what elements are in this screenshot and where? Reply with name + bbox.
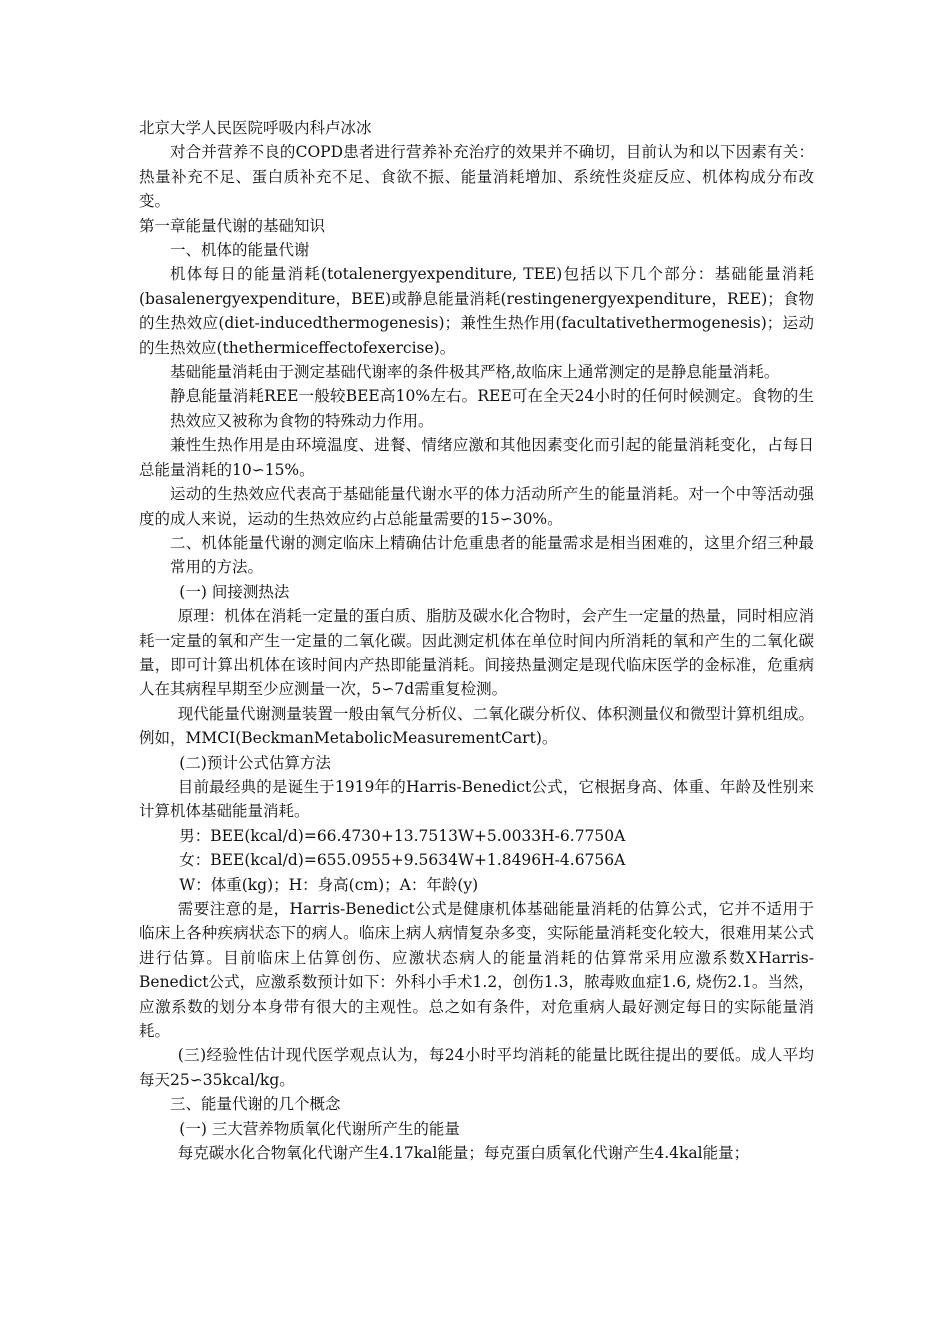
subsection1-paragraph-2: 现代能量代谢测量装置一般由氧气分析仪、二氧化碳分析仪、体积测量仪和微型计算机组成。例如，MMCI(BeckmanMetabolicMeasurementCart)。 bbox=[139, 704, 814, 748]
intro-paragraph: 对合并营养不良的COPD患者进行营养补充治疗的效果并不确切，目前认为和以下因素有关：热量补充不足、蛋白质补充不足、食欲不振、能量消耗增加、系统性炎症反应、机体构成分布改变。 bbox=[139, 143, 814, 211]
formula-female: 女：BEE(kcal/d)=655.0955+9.5634W+1.8496H-4.6756A bbox=[179, 851, 626, 870]
section1-paragraph-3: 静息能量消耗REE一般较BEE高10%左右。REE可在全天24小时的任何时候测定。食物的生热效应又被称为食物的特殊动力作用。 bbox=[170, 387, 814, 430]
section2-lead: 二、机体能量代谢的测定临床上精确估计危重患者的能量需求是相当困难的，这里介绍三种最常用的方法。 bbox=[170, 533, 814, 577]
section1-paragraph-4: 兼性生热作用是由环境温度、进餐、情绪应激和其他因素变化而引起的能量消耗变化，占每日总能量消耗的10∽15%。 bbox=[139, 436, 814, 479]
subsection2-title: (二)预计公式估算方法 bbox=[179, 753, 331, 772]
formula-variables: W：体重(kg)；H：身高(cm)；A：年龄(y) bbox=[179, 875, 479, 894]
subsection1-title: (一) 间接测热法 bbox=[179, 582, 290, 601]
subsection2-paragraph-2: 需要注意的是，Harris-Benedict公式是健康机体基础能量消耗的估算公式，它并不适用于临床上各种疾病状态下的病人。临床上病人病情复杂多变，实际能量消耗变化较大，很难用某公式进行估算。目前临床上估算创伤、应激状态病人的能量消耗的估算常采用应激系数ⅩHarris-Benedict公式，应激系数预计如下：外科小手术1.2，创伤1.3，脓毒败血症1.6, 烧伤2.1。当然，应激系数的划分本身带有很大的主观性。总之如有条件，对危重病人最好测定每日的实际能量消耗。 bbox=[139, 900, 814, 1041]
section3-title: 三、能量代谢的几个概念 bbox=[170, 1095, 341, 1114]
document-page bbox=[139, 116, 814, 1165]
formula-male: 男：BEE(kcal/d)=66.4730+13.7513W+5.0033H-6.7750A bbox=[179, 826, 626, 845]
section1-paragraph-1: 机体每日的能量消耗(totalenergyexpenditure, TEE)包括以下几个部分：基础能量消耗(basalenergyexpenditure，BEE)或静息能量消耗(restingenergyexpenditure，REE)；食物的生热效应(diet-inducedthermogenesis)；兼性生热作用(facultativethermogenesis)；运动的生热效应(thethermiceffectofexercise)。 bbox=[139, 265, 814, 357]
subsection1-paragraph-1: 原理：机体在消耗一定量的蛋白质、脂肪及碳水化合物时，会产生一定量的热量，同时相应消耗一定量的氧和产生一定量的二氧化碳。因此测定机体在单位时间内所消耗的氧和产生的二氧化碳量，即可计算出机体在该时间内产热即能量消耗。间接热量测定是现代临床医学的金标准，危重病人在其病程早期至少应测量一次，5∽7d需重复检测。 bbox=[139, 607, 814, 699]
section3-subsection1-paragraph: 每克碳水化合物氧化代谢产生4.17kal能量；每克蛋白质氧化代谢产生4.4kal能量； bbox=[177, 1144, 750, 1163]
chapter-title: 第一章能量代谢的基础知识 bbox=[139, 216, 326, 235]
section1-paragraph-5: 运动的生热效应代表高于基础能量代谢水平的体力活动所产生的能量消耗。对一个中等活动强度的成人来说，运动的生热效应约占总能量需要的15∽30%。 bbox=[139, 485, 814, 528]
section1-title: 一、机体的能量代谢 bbox=[170, 241, 310, 260]
subsection2-paragraph-1: 目前最经典的是诞生于1919年的Harris-Benedict公式，它根据身高、体重、年龄及性别来计算机体基础能量消耗。 bbox=[139, 777, 814, 821]
subsection3-paragraph: (三)经验性估计现代医学观点认为，每24小时平均消耗的能量比既往提出的要低。成人平均每天25∽35kcal/kg。 bbox=[139, 1046, 814, 1089]
section1-paragraph-2: 基础能量消耗由于测定基础代谢率的条件极其严格,故临床上通常测定的是静息能量消耗。 bbox=[170, 363, 780, 382]
author-line: 北京大学人民医院呼吸内科卢冰冰 bbox=[139, 119, 372, 137]
section3-subsection1-title: (一) 三大营养物质氧化代谢所产生的能量 bbox=[179, 1119, 460, 1138]
